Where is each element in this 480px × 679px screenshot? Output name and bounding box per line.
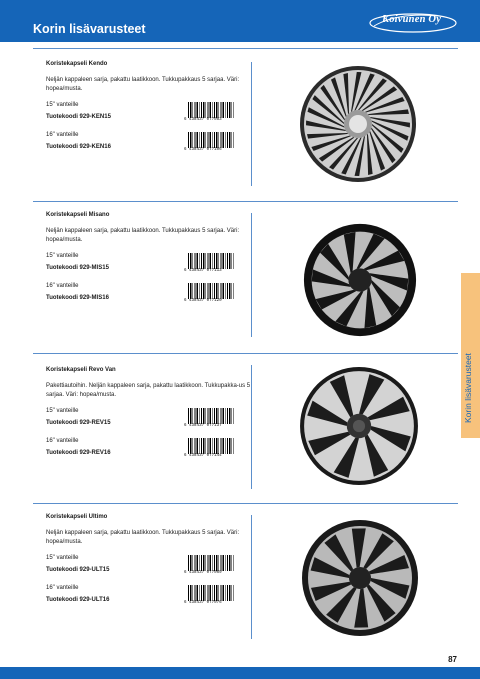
page-number: 87: [448, 655, 457, 664]
barcode-icon: [184, 283, 234, 305]
page-title: Korin lisävarusteet: [33, 22, 146, 36]
barcode-icon: [184, 438, 234, 460]
variant-size: 15" vanteille: [46, 555, 79, 561]
variant-size: 16" vanteille: [46, 438, 79, 444]
product-variant: [46, 408, 256, 438]
divider: [33, 353, 458, 354]
product-title: Koristekapseli Misano: [46, 212, 110, 218]
divider: [33, 503, 458, 504]
barcode-icon: [184, 132, 234, 154]
wheel-cover-misano-image: [302, 222, 418, 338]
variant-size: 15" vanteille: [46, 102, 79, 108]
product-description: Neljän kappaleen sarja, pakattu laatikkoon. Tukkupakkaus 5 sarjaa. Väri: hopea/musta.: [46, 77, 240, 92]
product-variant: [46, 102, 256, 132]
product-variant: [46, 283, 256, 313]
barcode-number: 6 438437 077120: [184, 299, 222, 303]
variant-code: Tuotekoodi 929-REV16: [46, 450, 111, 456]
wheel-cover-kendo-image: [298, 64, 418, 184]
barcode-number: 6 438437 077113: [184, 269, 222, 273]
variant-size: 16" vanteille: [46, 283, 79, 289]
product-section: [46, 367, 256, 468]
barcode-number: 6 438437 077083: [184, 118, 222, 122]
product-title: Koristekapseli Kendo: [46, 61, 108, 67]
variant-code: Tuotekoodi 929-REV15: [46, 420, 111, 426]
variant-size: 15" vanteille: [46, 408, 79, 414]
header-bar: [0, 0, 480, 42]
side-tab-label: Korin lisävarusteet: [463, 353, 473, 423]
variant-code: Tuotekoodi 929-MIS15: [46, 265, 109, 271]
barcode-icon: [184, 555, 234, 577]
company-logo-text: Koivunen Oy: [382, 14, 442, 25]
product-description: Neljän kappaleen sarja, pakattu laatikkoon. Tukkupakkaus 5 sarjaa. Väri: hopea/musta.: [46, 228, 240, 243]
footer-bar: [0, 667, 480, 679]
side-tab: [461, 273, 480, 438]
divider: [33, 201, 458, 202]
barcode-icon: [184, 102, 234, 124]
barcode-icon: [184, 408, 234, 430]
variant-code: Tuotekoodi 929-ULT16: [46, 597, 110, 603]
product-variant: [46, 585, 256, 615]
variant-code: Tuotekoodi 929-ULT15: [46, 567, 110, 573]
variant-code: Tuotekoodi 929-KEN16: [46, 144, 111, 150]
barcode-number: 6 438437 077106: [184, 148, 222, 152]
barcode-number: 6 438437 077076: [184, 601, 222, 605]
product-section: [46, 61, 256, 162]
barcode-icon: [184, 585, 234, 607]
product-variant: [46, 555, 256, 585]
variant-size: 16" vanteille: [46, 585, 79, 591]
divider: [33, 48, 458, 49]
wheel-cover-ultimo-image: [300, 518, 420, 638]
product-variant: [46, 253, 256, 283]
variant-code: Tuotekoodi 929-KEN15: [46, 114, 111, 120]
variant-size: 16" vanteille: [46, 132, 79, 138]
barcode-number: 6 438437 077069: [184, 571, 222, 575]
variant-code: Tuotekoodi 929-MIS16: [46, 295, 109, 301]
barcode-number: 6 438437 077144: [184, 454, 222, 458]
product-section: [46, 212, 256, 313]
barcode-number: 6 438437 077137: [184, 424, 222, 428]
product-title: Koristekapseli Revo Van: [46, 367, 116, 373]
barcode-icon: [184, 253, 234, 275]
product-variant: [46, 438, 256, 468]
variant-size: 15" vanteille: [46, 253, 79, 259]
wheel-cover-revo-van-image: [298, 365, 420, 487]
product-section: [46, 514, 256, 615]
product-title: Koristekapseli Ultimo: [46, 514, 108, 520]
product-description: Pakettiautoihin. Neljän kappaleen sarja, pakattu laatikkoon. Tukkupakka-us 5 sarjaa. Väri: hopea/musta.: [46, 383, 251, 398]
product-description: Neljän kappaleen sarja, pakattu laatikkoon. Tukkupakkaus 5 sarjaa. Väri: hopea/musta.: [46, 530, 240, 545]
product-variant: [46, 132, 256, 162]
